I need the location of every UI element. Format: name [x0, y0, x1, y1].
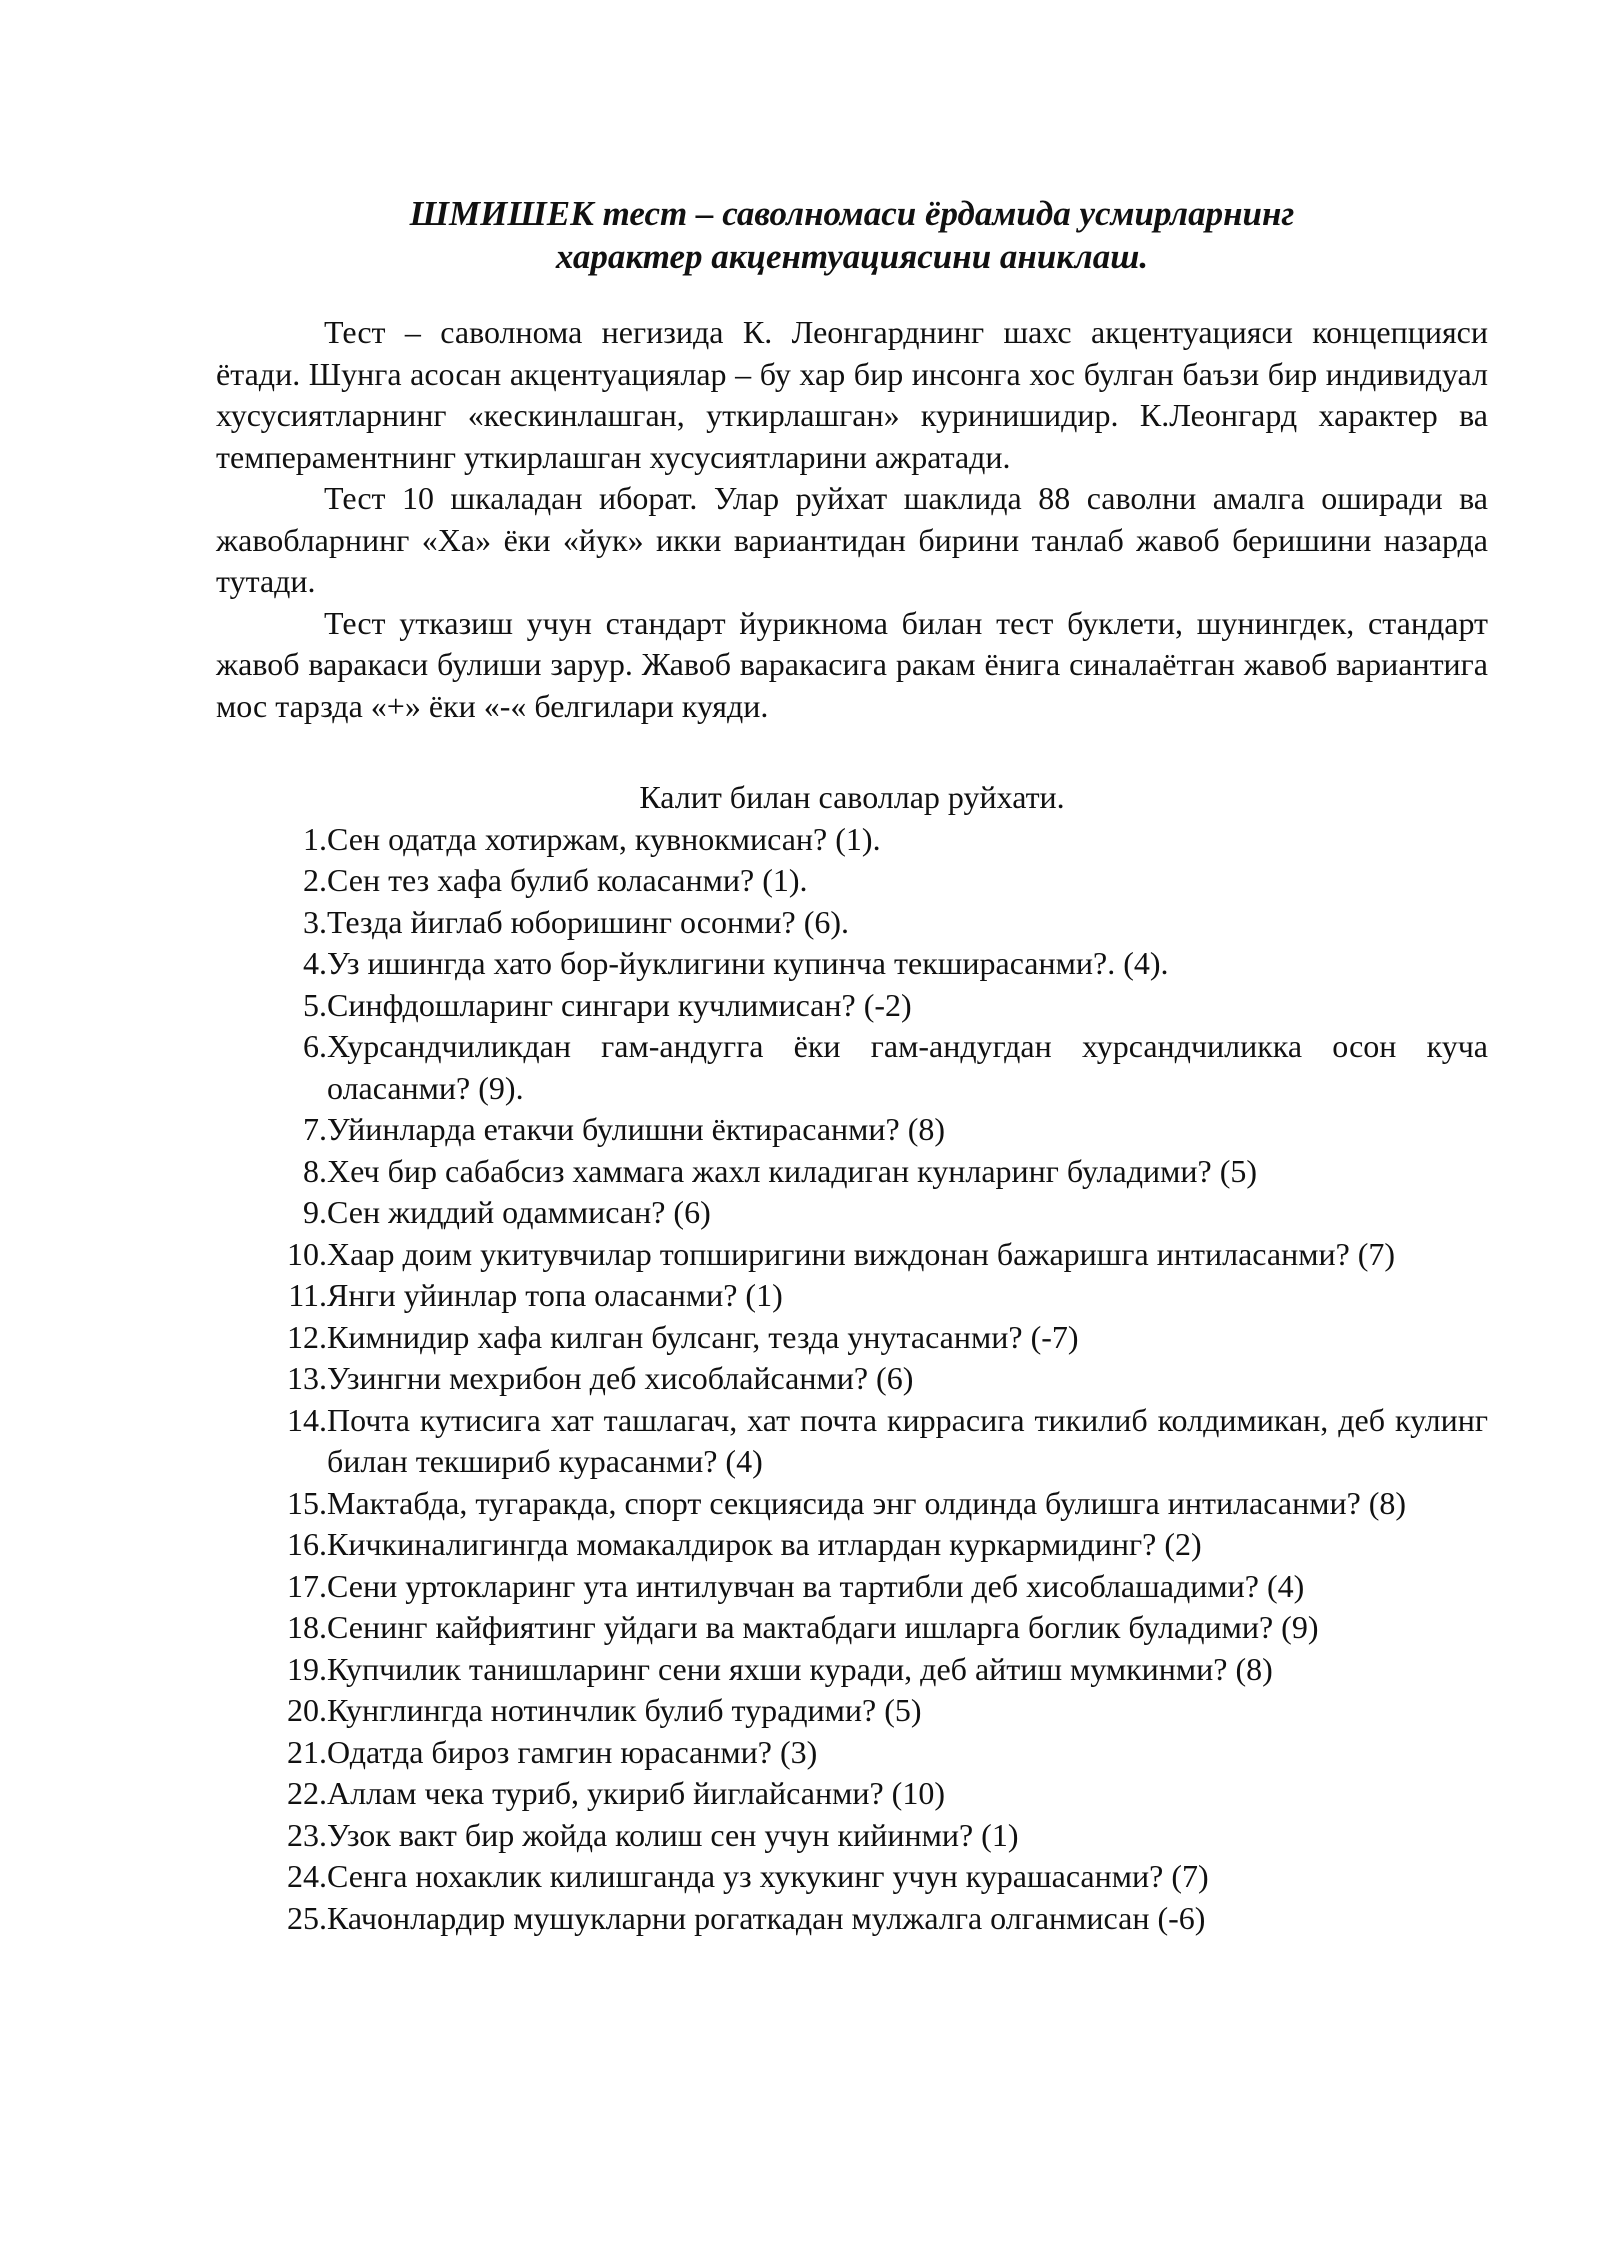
list-item — [216, 1773, 1488, 1815]
question-number: 20. — [287, 1692, 327, 1728]
question-number: 16. — [287, 1526, 327, 1562]
question-number: 4. — [303, 945, 327, 981]
list-item — [216, 985, 1488, 1027]
list-item — [216, 1358, 1488, 1400]
list-item — [216, 1275, 1488, 1317]
document-title — [216, 192, 1488, 278]
question-number: 24. — [287, 1858, 327, 1894]
question-text: Узингни мехрибон деб хисоблайсанми? (6) — [327, 1360, 914, 1396]
question-text: Купчилик танишларинг сени яхши куради, деб айтиш мумкинми? (8) — [327, 1650, 1273, 1687]
list-item — [216, 1109, 1488, 1151]
question-text: Хеч бир сабабсиз хаммага жахл киладиган кунларинг буладими? (5) — [327, 1152, 1258, 1189]
list-item — [216, 1607, 1488, 1649]
question-text: Сенга нохаклик килишганда уз хукукинг учун курашасанми? (7) — [327, 1858, 1209, 1894]
list-item — [216, 1151, 1488, 1193]
question-number: 23. — [287, 1816, 327, 1853]
list-item — [216, 1400, 1488, 1483]
list-item — [216, 1192, 1488, 1234]
question-text: Одатда бироз гамгин юрасанми? (3) — [327, 1733, 818, 1770]
question-number: 22. — [287, 1775, 327, 1811]
procedure-paragraph: Тест утказиш учун стандарт йурикнома билан тест буклети, шунингдек, стандарт жавоб варакаси булиши зарур. Жавоб варакасига ракам ёнига синалаётган жавоб вариантига мос тарзда «+» ёки «-« белгилари куяди. — [216, 604, 1488, 724]
question-text: Сени уртокларинг ута интилувчан ва тартибли деб хисоблашадими? (4) — [327, 1567, 1305, 1604]
question-text: Сен жиддий одаммисан? (6) — [327, 1194, 711, 1230]
question-text: Мактабда, тугаракда, спорт секциясида энг олдинда булишга интиласанми? (8) — [327, 1484, 1407, 1521]
question-text: Кичкиналигингда момакалдирок ва итлардан куркармидинг? (2) — [327, 1526, 1202, 1562]
question-number: 1. — [303, 820, 327, 857]
question-text: Сен тез хафа булиб коласанми? (1). — [327, 862, 808, 898]
question-number: 17. — [287, 1567, 327, 1604]
question-text: Кимнидир хафа килган булсанг, тезда унутасанми? (-7) — [327, 1318, 1079, 1355]
list-item — [216, 1690, 1488, 1732]
list-item — [216, 1732, 1488, 1774]
question-text: Кунглингда нотинчлик булиб турадими? (5) — [327, 1692, 922, 1728]
question-text: Синфдошларинг сингари кучлимисан? (-2) — [327, 986, 912, 1023]
question-number: 18. — [287, 1609, 327, 1645]
question-number: 5. — [303, 986, 327, 1023]
list-item — [216, 1856, 1488, 1898]
question-text: Янги уйинлар топа оласанми? (1) — [327, 1277, 783, 1313]
question-text: Тезда йиглаб юборишинг осонми? (6). — [327, 903, 850, 940]
list-item — [216, 1815, 1488, 1857]
question-number: 3. — [303, 903, 327, 940]
question-text: Хаар доим укитувчилар топширигини виждонан бажаришга интиласанми? (7) — [327, 1235, 1396, 1272]
question-number: 19. — [287, 1650, 327, 1687]
intro-paragraph: Тест – саволнома негизида К. Леонгарднинг шахс акцентуацияси концепцияси ётади. Шунга асосан акцентуациялар – бу хар бир инсонга хос булган баъзи бир индивидуал хусусиятларнинг «кескинлашган, уткирлашган» куринишидир. К.Леонгард характер ва темпераментнинг уткирлашган хусусиятларини ажратади. — [216, 314, 1488, 475]
question-text: Сен одатда хотиржам, кувнокмисан? (1). — [327, 820, 881, 857]
title-line-2: характер акцентуациясини аниклаш. — [555, 237, 1149, 276]
question-text: Сенинг кайфиятинг уйдаги ва мактабдаги ишларга боглик буладими? (9) — [327, 1609, 1319, 1645]
title-line-1: ШМИШЕК тест – саволномаси ёрдамида усмирларнинг — [409, 194, 1295, 233]
question-number: 7. — [303, 1111, 327, 1147]
question-number: 12. — [287, 1318, 327, 1355]
question-list — [216, 819, 1488, 1940]
question-text: Качонлардир мушукларни рогаткадан мулжалга олганмисан (-6) — [327, 1899, 1206, 1936]
question-text: Узок вакт бир жойда колиш сен учун кийинми? (1) — [327, 1816, 1019, 1853]
list-item — [216, 902, 1488, 944]
question-number: 11. — [288, 1277, 327, 1313]
document-page — [216, 176, 1488, 1939]
list-heading: Калит билан саволлар руйхати. — [639, 779, 1065, 815]
list-item — [216, 1566, 1488, 1608]
list-item — [216, 1649, 1488, 1691]
question-number: 6. — [303, 1028, 327, 1064]
question-number: 2. — [303, 862, 327, 898]
scales-paragraph: Тест 10 шкаладан иборат. Улар руйхат шаклида 88 саволни амалга оширади ва жавобларнинг «Ха» ёки «йук» икки вариантидан бирини танлаб жавоб беришини назарда тутади. — [216, 480, 1488, 599]
question-number: 13. — [287, 1360, 327, 1396]
list-item — [216, 860, 1488, 902]
question-number: 8. — [303, 1152, 327, 1189]
question-number: 9. — [303, 1194, 327, 1230]
question-number: 10. — [287, 1235, 327, 1272]
list-item — [216, 1898, 1488, 1940]
question-number: 21. — [287, 1733, 327, 1770]
question-number: 15. — [287, 1484, 327, 1521]
list-item — [216, 1524, 1488, 1566]
question-text: Уйинларда етакчи булишни ёктирасанми? (8) — [327, 1111, 946, 1147]
list-item — [216, 1317, 1488, 1359]
question-text: Аллам чека туриб, укириб йиглайсанми? (10) — [327, 1775, 945, 1811]
question-number: 25. — [287, 1899, 327, 1936]
list-item — [216, 819, 1488, 861]
list-item — [216, 943, 1488, 985]
list-item — [216, 1026, 1488, 1109]
question-text: Уз ишингда хато бор-йуклигини купинча текширасанми?. (4). — [327, 945, 1169, 981]
question-number: 14. — [287, 1401, 327, 1438]
list-item — [216, 1483, 1488, 1525]
list-item — [216, 1234, 1488, 1276]
question-text: Почта кутисига хат ташлагач, хат почта киррасига тикилиб колдимикан, деб кулинг билан текшириб курасанми? (4) — [327, 1401, 1488, 1479]
question-text: Хурсандчиликдан гам-андугга ёки гам-андугдан хурсандчиликка осон куча оласанми? (9). — [327, 1028, 1488, 1106]
